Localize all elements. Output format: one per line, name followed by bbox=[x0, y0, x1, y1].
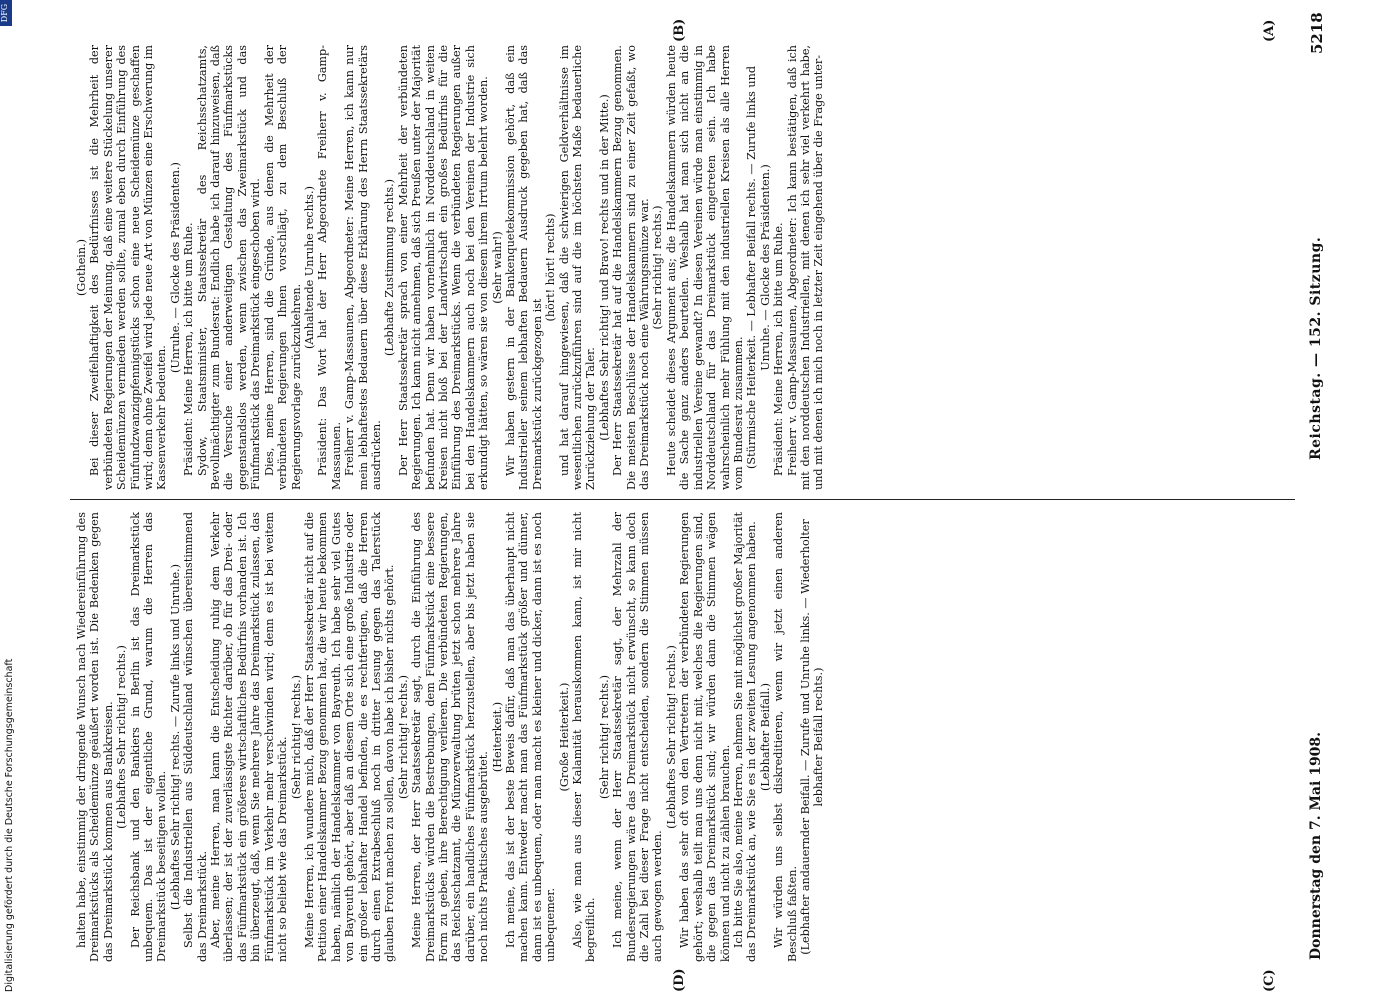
running-head: Reichstag. — 152. Sitzung. bbox=[1308, 236, 1324, 460]
session-date: Donnerstag den 7. Mai 1908. bbox=[1308, 731, 1324, 960]
paragraph: (Sehr richtig! rechts.) bbox=[597, 674, 611, 800]
paragraph: Selbst die Industriellen aus Süddeutschland wünschen übereinstimmend das Dreimarkstück. bbox=[182, 512, 209, 962]
digitization-note: Digitalisierung gefördert durch die Deutsche Forschungsgemeinschaft bbox=[4, 658, 15, 992]
paragraph: (Lebhaftes Sehr richtig! rechts.) bbox=[115, 645, 129, 829]
paragraph: (Lebhaftes Sehr richtig! rechts. — Zurufe links und Unruhe.) bbox=[168, 564, 182, 910]
paragraph: Also, wie man aus dieser Kalamität herauskommen kann, ist mir nicht begreiflich. bbox=[571, 512, 598, 962]
paragraph: (Sehr richtig! rechts.) bbox=[396, 674, 410, 800]
paragraph: (Anhaltende Unruhe rechts.) bbox=[302, 186, 316, 349]
paragraph: (Große Heiterkeit.) bbox=[557, 682, 571, 792]
paragraph: Wir haben das sehr oft von den Vertretern der verbündeten Regierungen gehört; weshalb teilt man uns denn nicht mit, welches die Regierungen sind, die gegen das Dreimarkstück sind; wir würden dann die Stimmen wägen können und nicht zu zählen brauchen. bbox=[678, 512, 732, 962]
paragraph: (Lebhafter Beifall.) bbox=[758, 683, 772, 791]
paragraph: und hat darauf hingewiesen, daß die schwierigen Geldverhältnisse im wesentlichen zurückzuführen sind auf die im höchsten Maße bedauerliche Zurückziehung der Taler. bbox=[557, 45, 598, 490]
paragraph: (Sehr richtig! rechts.) bbox=[651, 205, 665, 330]
page-header bbox=[1300, 0, 1370, 1000]
margin-marker-c: (C) bbox=[1262, 969, 1277, 992]
paragraph: (hört! hört! rechts) bbox=[544, 213, 558, 322]
paragraph: halten habe, einstimmig der dringende Wunsch nach Wiedereinführung des Dreimarkstücks als Scheidemünze geäußert worden ist. Die Bedenken gegen das Dreimarkstück kommen aus Bankkreisen. bbox=[75, 512, 115, 962]
paragraph: Wir würden uns selbst diskreditieren, wenn wir jetzt einen anderen Beschluß faßten. bbox=[772, 512, 799, 962]
paragraph: Heute scheidet dieses Argument aus; die Handelskammern würden heute die Sache ganz anders beurteilen. Weshalb hat man sich nicht an die industriellen Vereine gewandt? In diesen Vereinen würde man einstimmig in Norddeutschland für das Dreimarkstück eingetreten sein. Ich habe wahrscheinlich mehr Fühlung mit den industriellen Kreisen als alle Herren vom Bundesrat zusammen. bbox=[664, 45, 745, 490]
paragraph: Freiherr v. Gamp-Massaunen, Abgeordneter: Ich kann bestätigen, daß ich mit den norddeutschen Industriellen, mit denen ich sehr viel verkehrt habe, und mit denen ich mich noch in letzter Zeit eingehend über die Frage unter- bbox=[785, 45, 826, 490]
paragraph: Präsident: Das Wort hat der Herr Abgeordnete Freiherr v. Gamp-Massaunen. bbox=[316, 45, 343, 490]
paragraph: (Gothein.) bbox=[75, 238, 88, 297]
paragraph: Aber, meine Herren, man kann die Entscheidung ruhig dem Verkehr überlassen; der ist der zuverlässigste Richter darüber, ob für das Drei- oder das Fünfmarkstück ein größeres wirtschaftliches Bedürfnis vorhanden ist. Ich bin überzeugt, daß, wenn Sie mehrere Jahre das Dreimarkstück zulassen, das Fünfmarkstück im Verkehr mehr verschwinden wird; denn es ist bei weitem nicht so beliebt wie das Dreimarkstück. bbox=[209, 512, 290, 962]
paragraph: Der Herr Staatssekretär sprach von einer Mehrheit der verbündeten Regierungen. Ich kann nicht annehmen, daß sich Preußen unter der Majorität befunden hat. Denn wir haben vornehmlich in Norddeutschland in weiten Kreisen nicht bloß bei der Landwirtschaft ein großes Bedürfnis für die Einführung des Dreimarkstücks. Wenn die verbündeten Regierungen außer bei den Handelskammern auch noch bei den Vereinen der Industrie sich erkundigt hätten, so wären sie von diesem ihrem Irrtum belehrt worden. bbox=[396, 45, 491, 490]
paragraph: (Lebhafter andauernder Beifall. — Zurufe und Unruhe links. — Wiederholter lebhafter Beifall rechts.) bbox=[798, 519, 826, 955]
column-divider bbox=[70, 499, 1295, 500]
paragraph: (Stürmische Heiterkeit. — Lebhafter Beifall rechts. — Zurufe links und Unruhe. — Glocke des Präsidenten.) bbox=[745, 66, 772, 469]
right-column bbox=[75, 512, 1290, 962]
paragraph: Der Reichsbank und den Bankiers in Berlin ist das Dreimarkstück unbequem. Das ist der eigentliche Grund, warum die Herren das Dreimarkstück beseitigen wollen. bbox=[128, 512, 169, 962]
paragraph: Meine Herren, der Herr Staatssekretär sagt, durch die Einführung des Dreimarkstücks würden die Bestrebungen, dem Fünfmarkstück eine bessere Form zu geben, ihre Berechtigung verlieren. Die verbündeten Regierungen, das Reichsschatzamt, die Münzverwaltung brüten jetzt schon mehrere Jahre darüber, ein handliches Fünfmarkstück herzustellen, aber bis jetzt haben sie noch nichts Praktisches ausgebrütet. bbox=[410, 512, 491, 962]
paragraph: Präsident: Meine Herren, ich bitte um Ruhe. bbox=[772, 222, 786, 476]
paragraph: Ich meine, das ist der beste Beweis dafür, daß man das überhaupt nicht machen kann. Entweder macht man das Fünfmarkstück größer und dünner, dann ist es unbequem, oder man macht es kleiner und dicker, dann ist es noch unbequemer. bbox=[504, 512, 558, 962]
paragraph: (Heiterkeit.) bbox=[490, 701, 504, 773]
paragraph: (Sehr richtig! rechts.) bbox=[289, 674, 303, 800]
paragraph: Der Herr Staatssekretär hat auf die Handelskammern Bezug genommen. Die meisten Beschlüsse der Handelskammern sind zu einer Zeit gefaßt, wo das Dreimarkstück noch eine Währungsmünze war. bbox=[611, 45, 652, 490]
paragraph: (Unruhe. — Glocke des Präsidenten.) bbox=[168, 162, 182, 373]
paragraph: Ich meine, wenn der Herr Staatssekretär sagt, der Mehrzahl der Bundesregierungen wäre das Dreimarkstück nicht erwünscht, so kann doch die Zahl bei dieser Frage nicht entscheiden, sondern die Stimmen müssen auch gewogen werden. bbox=[611, 512, 665, 962]
paragraph: (Sehr wahr!) bbox=[490, 231, 504, 304]
paragraph: Sydow, Staatsminister, Staatssekretär des Reichsschatzamts, Bevollmächtigter zum Bundesrat: Endlich habe ich darauf hinzuweisen, daß die Versuche einer anderweitigen Gestaltung des Fünfmarkstücks gegenstandslos werden, wenn zwischen das Zweimarkstück und das Fünfmarkstück das Dreimarkstück eingeschoben wird. bbox=[195, 45, 263, 490]
paragraph: Dies, meine Herren, sind die Gründe, aus denen die Mehrheit der verbündeten Regierungen Ihnen vorschlägt, zu dem Beschluß der Regierungsvorlage zurückzukehren. bbox=[262, 45, 303, 490]
paragraph: Freiherr v. Gamp-Massaunen, Abgeordneter: Meine Herren, ich kann nur mein lebhaftestes Bedauern über diese Erklärung des Herrn Staatssekretärs ausdrücken. bbox=[343, 45, 383, 490]
paragraph: Bei dieser Zweifelhaftigkeit des Bedürfnisses ist die Mehrheit der verbündeten Regierungen der Meinung, daß eine weitere Stückelung unserer Scheidemünzen vermieden werden sollte, zumal eben durch Einführung des Fünfundzwanzigpfennigstücks schon eine neue Scheidemünze geschaffen wird; denn ohne Zweifel wird jede neue Art von Münzen eine Erschwerung im Kassenverkehr bedeuten. bbox=[88, 45, 169, 490]
paragraph: Präsident: Meine Herren, ich bitte um Ruhe. bbox=[182, 222, 196, 476]
page-number: 5218 bbox=[1308, 12, 1326, 54]
paragraph: Wir haben gestern in der Bankenquetekommission gehört, daß ein Industrieller seinem lebhaften Bedauern Ausdruck gegeben hat, daß das Dreimarkstück zurückgezogen ist bbox=[504, 45, 544, 490]
paragraph: (Lebhaftes Sehr richtig! und Bravo! rechts und in der Mitte.) bbox=[597, 94, 611, 441]
paragraph: (Lebhaftes Sehr richtig! rechts.) bbox=[664, 645, 678, 829]
left-column bbox=[75, 45, 1290, 490]
margin-marker-d: (D) bbox=[672, 968, 687, 992]
margin-marker-b: (B) bbox=[672, 18, 687, 42]
paragraph: (Lebhafte Zustimmung rechts.) bbox=[383, 179, 397, 357]
margin-marker-a: (A) bbox=[1262, 19, 1277, 42]
paragraph: Meine Herren, ich wundere mich, daß der Herr Staatssekretär nicht auf die Petition einer Handelskammer Bezug genommen hat, die wir heute bekommen haben, nämlich der Handelskammer von Bayreuth. Ich habe sehr viel Gutes von Bayreuth gehört, aber daß an diesem Orte sich eine große Industrie oder ein großer lebhafter Handel befinden, die es rechtfertigen, daß die Herren durch einen Extrabeschluß noch in dritter Lesung gegen das Talerstück glauben Front machen zu sollen, davon habe ich bisher nichts gehört. bbox=[302, 512, 397, 962]
paragraph: Ich bitte Sie also, meine Herren, nehmen Sie mit möglichst großer Majorität das Dreimarkstück an, wie Sie es in der zweiten Lesung angenommen haben. bbox=[731, 512, 759, 962]
dfg-logo: DFG bbox=[0, 0, 12, 26]
